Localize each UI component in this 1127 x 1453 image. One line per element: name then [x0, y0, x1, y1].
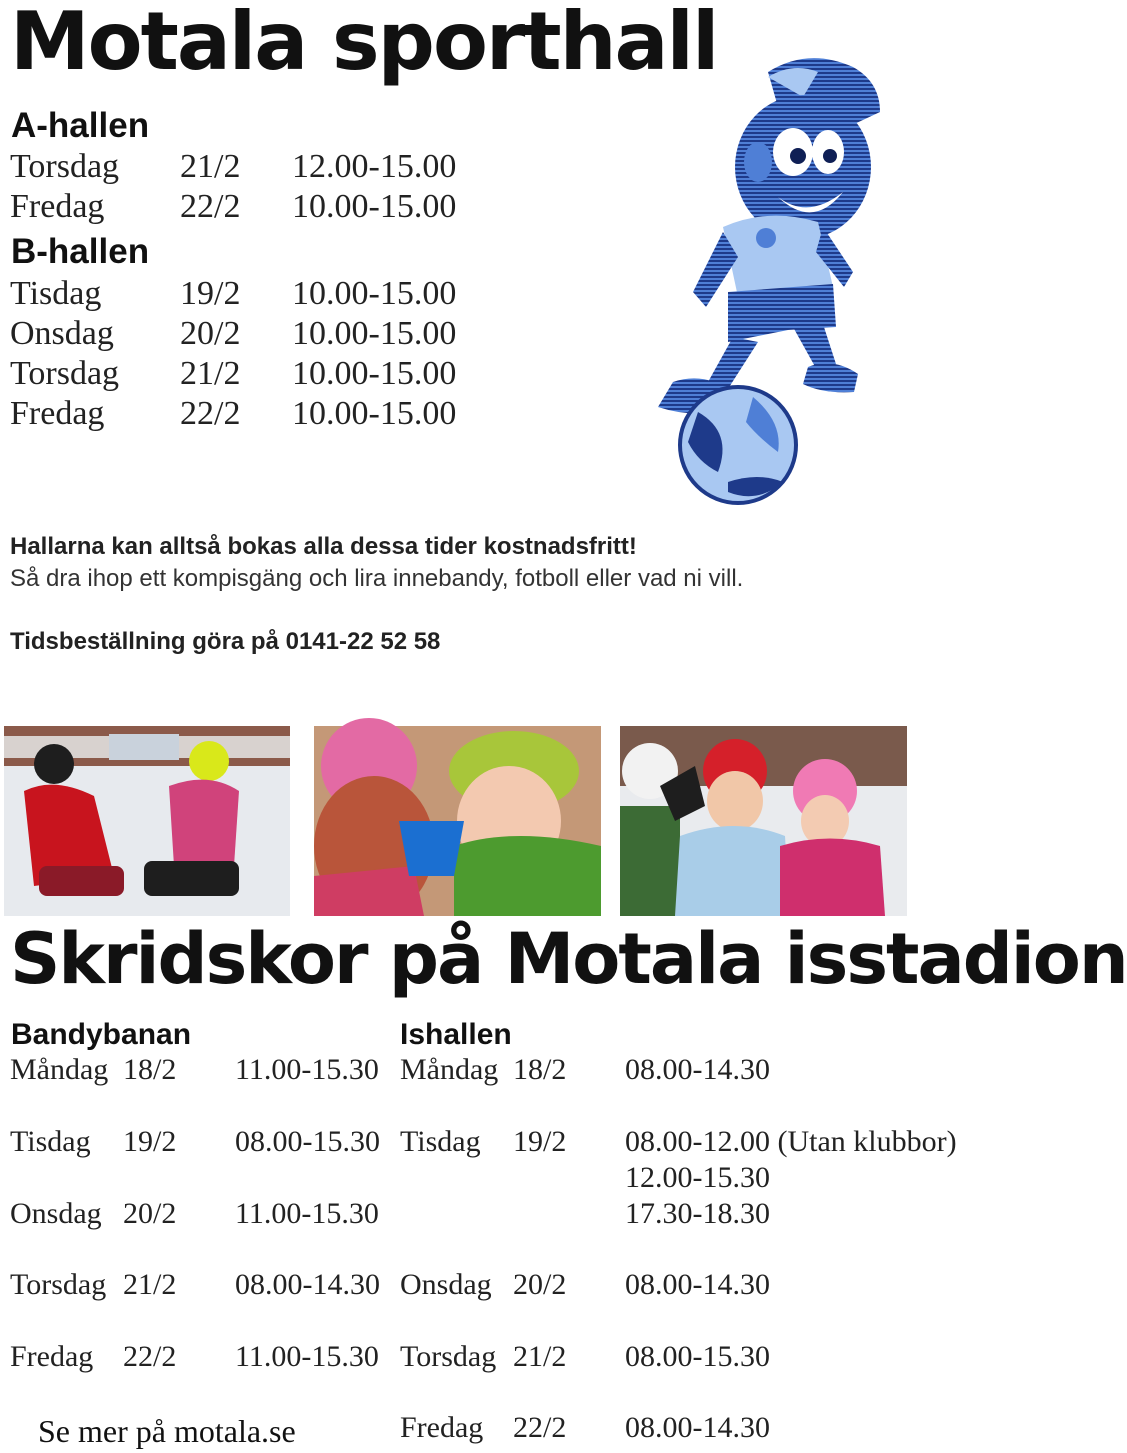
date: 22/2 — [513, 1411, 567, 1444]
kids-waving-helmets-photo-icon — [620, 726, 907, 916]
info-bold-text: Hallarna kan alltså bokas alla dessa tider kostnadsfritt! — [10, 533, 637, 560]
date: 19/2 — [180, 275, 241, 312]
date: 19/2 — [123, 1125, 177, 1158]
date: 22/2 — [123, 1340, 177, 1373]
time: 08.00-14.30 — [235, 1268, 380, 1301]
day: Torsdag — [10, 148, 120, 185]
date: 20/2 — [123, 1197, 177, 1230]
bandybanan-row — [10, 1267, 390, 1303]
kids-kneeling-on-ice-photo-icon — [4, 726, 290, 916]
time: 10.00-15.00 — [292, 315, 457, 352]
date: 21/2 — [180, 148, 241, 185]
bandybanan-row — [10, 1052, 390, 1088]
time: 10.00-15.00 — [292, 355, 457, 392]
ishallen-heading: Ishallen — [400, 1018, 512, 1051]
time: 08.00-14.30 — [625, 1411, 770, 1444]
time: 17.30-18.30 — [625, 1197, 770, 1230]
info-text: Så dra ihop ett kompisgäng och lira innebandy, fotboll eller vad ni vill. — [10, 565, 744, 592]
bandybanan-row — [10, 1196, 390, 1232]
date: 18/2 — [513, 1053, 567, 1086]
time: 10.00-15.00 — [292, 188, 457, 225]
time: 08.00-14.30 — [625, 1053, 770, 1086]
day: Tisdag — [10, 275, 102, 312]
day: Måndag — [10, 1053, 109, 1086]
ishallen-row — [400, 1339, 958, 1375]
date: 18/2 — [123, 1053, 177, 1086]
isstadion-title: Skridskor på Motala isstadion — [10, 918, 1127, 1000]
day: Fredag — [10, 188, 105, 225]
b-hallen-heading: B-hallen — [11, 232, 150, 271]
time: 12.00-15.30 — [625, 1161, 770, 1194]
time: 11.00-15.30 — [235, 1340, 379, 1373]
ishallen-row — [400, 1124, 958, 1160]
day: Tisdag — [10, 1125, 91, 1158]
date: 20/2 — [513, 1268, 567, 1301]
ishallen-row — [400, 1410, 958, 1446]
bandybanan-heading: Bandybanan — [11, 1018, 192, 1051]
schedule-row — [10, 354, 610, 394]
ishallen-row — [400, 1052, 958, 1088]
time: 10.00-15.00 — [292, 275, 457, 312]
time: 10.00-15.00 — [292, 395, 457, 432]
ishallen-row — [400, 1196, 958, 1232]
day: Onsdag — [10, 1197, 102, 1230]
bandybanan-row — [10, 1339, 390, 1375]
day: Måndag — [400, 1053, 499, 1086]
schedule-row — [10, 187, 610, 227]
time: 08.00-14.30 — [625, 1268, 770, 1301]
schedule-row — [10, 394, 610, 434]
time: 11.00-15.30 — [235, 1197, 379, 1230]
schedule-row — [10, 147, 610, 187]
time: 08.00-15.30 — [235, 1125, 380, 1158]
date: 21/2 — [123, 1268, 177, 1301]
day: Onsdag — [10, 315, 114, 352]
time: 11.00-15.30 — [235, 1053, 379, 1086]
day: Tisdag — [400, 1125, 481, 1158]
ishallen-row — [400, 1160, 958, 1196]
bandybanan-row — [10, 1124, 390, 1160]
girl-drinking-from-cup-photo-icon — [314, 726, 601, 916]
ishallen-row — [400, 1267, 958, 1303]
page-title: Motala sporthall — [10, 0, 718, 88]
day: Onsdag — [400, 1268, 492, 1301]
footer-link-text: Se mer på motala.se — [38, 1413, 296, 1449]
day: Fredag — [10, 1340, 94, 1373]
time: 08.00-15.30 — [625, 1340, 770, 1373]
day: Torsdag — [400, 1340, 497, 1373]
boy-with-football-mascot-icon — [618, 52, 890, 504]
day: Torsdag — [10, 1268, 107, 1301]
schedule-row — [10, 314, 610, 354]
day: Fredag — [400, 1411, 484, 1444]
date: 21/2 — [180, 355, 241, 392]
day: Torsdag — [10, 355, 120, 392]
date: 22/2 — [180, 395, 241, 432]
booking-phone: Tidsbeställning göra på 0141-22 52 58 — [10, 628, 441, 655]
a-hallen-heading: A-hallen — [11, 106, 150, 145]
time: 12.00-15.00 — [292, 148, 457, 185]
day: Fredag — [10, 395, 105, 432]
date: 19/2 — [513, 1125, 567, 1158]
date: 21/2 — [513, 1340, 567, 1373]
date: 20/2 — [180, 315, 241, 352]
date: 22/2 — [180, 188, 241, 225]
time: 08.00-12.00 (Utan klubbor) — [625, 1125, 957, 1158]
schedule-row — [10, 274, 610, 314]
